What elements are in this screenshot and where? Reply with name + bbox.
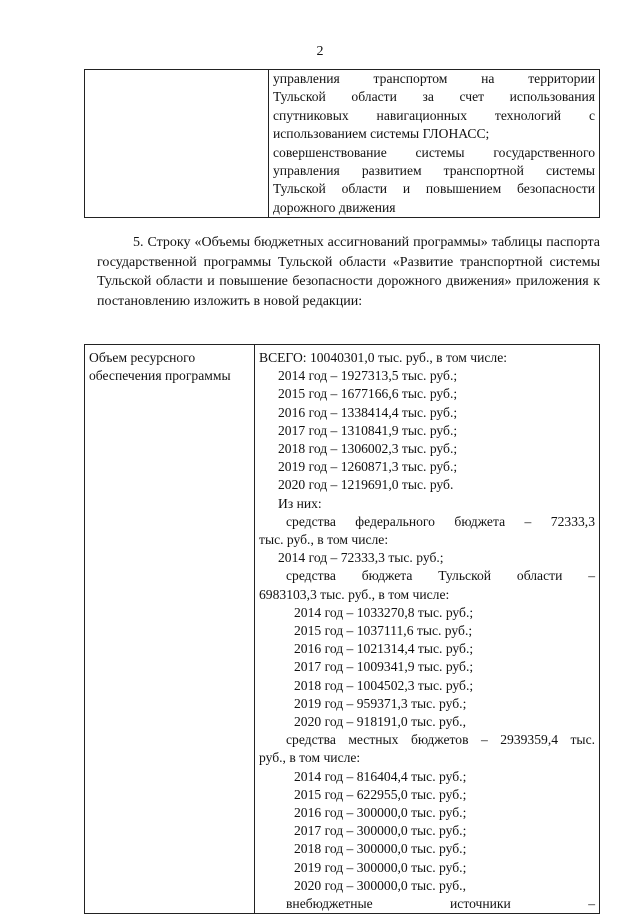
page-number: 2 [316, 44, 324, 59]
year-line: 2019 год – 1260871,3 тыс. руб.; [278, 459, 458, 475]
text-line: совершенствование системы государственного [273, 144, 595, 160]
year-line: 2014 год – 72333,3 тыс. руб.; [278, 550, 444, 566]
total-line: ВСЕГО: 10040301,0 тыс. руб., в том числе: [259, 350, 508, 365]
year-line: 2017 год – 300000,0 тыс. руб.; [294, 823, 467, 839]
year-line: 2016 год – 1021314,4 тыс. руб.; [294, 641, 474, 657]
year-line: 2019 год – 959371,3 тыс. руб.; [294, 695, 467, 711]
year-line: 2017 год – 1009341,9 тыс. руб.; [294, 659, 474, 675]
year-line: 2018 год – 300000,0 тыс. руб.; [294, 841, 467, 857]
year-line: 2017 год – 1310841,9 тыс. руб.; [278, 422, 458, 438]
extra-budget-line: внебюджетные источники – [286, 896, 595, 912]
amendment-paragraph: 5. Строку «Объемы бюджетных ассигнований программы» таблицы паспорта государственной программы Тульской области «Развитие транспортной системы Тульской области и повышение безопасности дорожного движения» приложения к постановлению изложить в новой редакции: [97, 235, 600, 309]
federal-line-cont: тыс. руб., в том числе: [259, 532, 389, 548]
text-line: управления развитием транспортной системы [273, 163, 595, 179]
text-line: управления транспортом на территории [273, 71, 595, 86]
year-line: 2014 год – 816404,4 тыс. руб.; [294, 768, 467, 784]
text-line: Тульской области и повышением безопасности [273, 181, 595, 197]
text-line: дорожного движения [273, 199, 396, 215]
local-line: средства местных бюджетов – 2939359,4 тыс. [286, 732, 595, 748]
regional-line-cont: 6983103,3 тыс. руб., в том числе: [259, 586, 450, 602]
regional-line: средства бюджета Тульской области – [286, 568, 595, 584]
year-line: 2018 год – 1306002,3 тыс. руб.; [278, 441, 458, 457]
table-cell-text [269, 70, 600, 218]
table-cell-empty [85, 70, 269, 218]
year-line: 2019 год – 300000,0 тыс. руб.; [294, 859, 467, 875]
year-line: 2016 год – 1338414,4 тыс. руб.; [278, 404, 458, 420]
year-line: 2020 год – 918191,0 тыс. руб., [294, 714, 466, 730]
year-line: 2015 год – 1037111,6 тыс. руб.; [294, 623, 473, 639]
table-continuation [84, 69, 600, 218]
year-line: 2020 год – 1219691,0 тыс. руб. [278, 477, 454, 493]
year-line: 2015 год – 1677166,6 тыс. руб.; [278, 386, 458, 402]
table-budget [84, 344, 600, 914]
year-line: 2020 год – 300000,0 тыс. руб., [294, 877, 466, 893]
federal-line: средства федерального бюджета – 72333,3 [286, 513, 595, 529]
table-cell-values [255, 345, 600, 914]
table-cell-label: Объем ресурсного обеспечения программы [85, 345, 255, 914]
text-line: Тульской области за счет использования [273, 89, 595, 105]
local-line-cont: руб., в том числе: [259, 750, 361, 766]
year-line: 2018 год – 1004502,3 тыс. руб.; [294, 677, 474, 693]
year-line: 2016 год – 300000,0 тыс. руб.; [294, 805, 467, 821]
year-line: 2014 год – 1927313,5 тыс. руб.; [278, 368, 458, 384]
year-line: 2014 год – 1033270,8 тыс. руб.; [294, 604, 474, 620]
year-line: 2015 год – 622955,0 тыс. руб.; [294, 786, 467, 802]
text-line: использованием системы ГЛОНАСС; [273, 126, 490, 142]
text-line: спутниковых навигационных технологий с [273, 107, 595, 123]
of-them-line: Из них: [278, 495, 322, 511]
